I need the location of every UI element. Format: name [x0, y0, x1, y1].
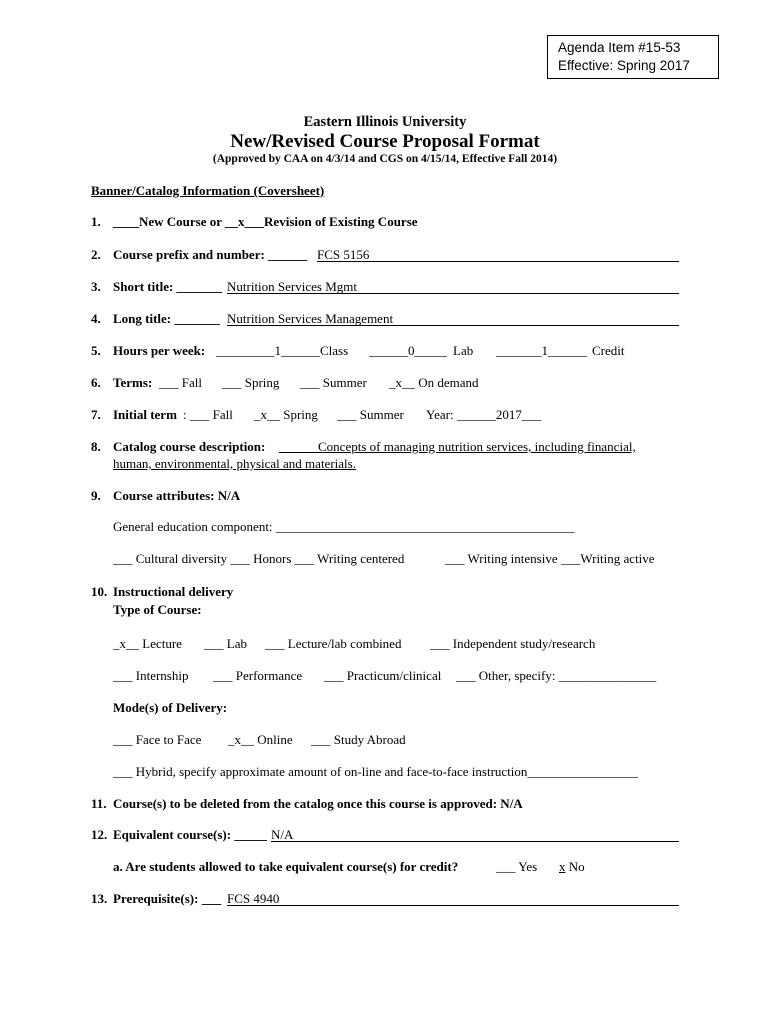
- short-title-underline: [227, 293, 679, 294]
- type-practicum[interactable]: ___ Practicum/clinical: [324, 668, 442, 683]
- term-spring[interactable]: ___ Spring: [222, 375, 280, 390]
- item-number-9: 9.: [91, 488, 101, 503]
- credit-hours-value[interactable]: _______1______: [496, 343, 587, 358]
- agenda-box: [547, 35, 719, 79]
- equivalent-courses-label: Equivalent course(s): _____: [113, 827, 267, 842]
- equivalent-credit-no[interactable]: [559, 859, 585, 875]
- item-number-8: 8.: [91, 439, 101, 454]
- prerequisites-label: Prerequisite(s): ___: [113, 891, 222, 906]
- course-prefix-underline: [317, 261, 679, 262]
- type-other[interactable]: ___ Other, specify: _______________: [456, 668, 657, 683]
- catalog-description-line1[interactable]: ______Concepts of managing nutrition services, including financial,: [279, 439, 636, 454]
- initial-term-label: Initial term: [113, 407, 177, 422]
- type-lecture[interactable]: _x__ Lecture: [113, 636, 182, 651]
- type-of-course-label: Type of Course:: [113, 602, 202, 617]
- mode-online[interactable]: _x__ Online: [228, 732, 293, 747]
- equivalent-courses-value[interactable]: N/A: [271, 827, 294, 842]
- type-internship[interactable]: ___ Internship: [113, 668, 189, 683]
- item-number-7: 7.: [91, 407, 101, 422]
- equivalent-credit-yes[interactable]: ___ Yes: [496, 859, 538, 874]
- short-title-label: Short title: _______: [113, 279, 223, 294]
- prerequisites-value[interactable]: FCS 4940: [227, 891, 280, 906]
- initial-term-summer[interactable]: ___ Summer: [337, 407, 404, 422]
- term-fall[interactable]: ___ Fall: [159, 375, 202, 390]
- lab-hours-value[interactable]: ______0_____: [369, 343, 447, 358]
- class-hours-label: Class: [320, 343, 349, 358]
- item-number-3: 3.: [91, 279, 101, 294]
- attributes-writing-intensive-active[interactable]: ___ Writing intensive ___Writing active: [445, 551, 655, 566]
- course-attributes-label: Course attributes: N/A: [113, 488, 241, 503]
- courses-deleted-label: Course(s) to be deleted from the catalog once this course is approved: N/A: [113, 796, 523, 811]
- type-performance[interactable]: ___ Performance: [213, 668, 303, 683]
- item-number-11: 11.: [91, 796, 107, 811]
- equivalent-credit-question: a. Are students allowed to take equivalent course(s) for credit?: [113, 859, 459, 874]
- item-number-13: 13.: [91, 891, 108, 906]
- long-title-underline: [227, 325, 679, 326]
- attributes-cultural-honors-writing[interactable]: ___ Cultural diversity ___ Honors ___ Writing centered: [113, 551, 405, 566]
- section-heading: Banner/Catalog Information (Coversheet): [91, 183, 325, 198]
- item-number-2: 2.: [91, 247, 101, 262]
- type-independent-study[interactable]: ___ Independent study/research: [430, 636, 596, 651]
- catalog-description-line2[interactable]: human, environmental, physical and materials.: [113, 456, 356, 471]
- term-on-demand[interactable]: _x__ On demand: [389, 375, 479, 390]
- mode-study-abroad[interactable]: ___ Study Abroad: [311, 732, 406, 747]
- item-number-1: 1.: [91, 214, 101, 229]
- term-summer[interactable]: ___ Summer: [300, 375, 367, 390]
- item-number-12: 12.: [91, 827, 108, 842]
- short-title-value[interactable]: Nutrition Services Mgmt: [227, 279, 357, 294]
- agenda-effective: Effective: Spring 2017: [558, 58, 690, 73]
- lab-hours-label: Lab: [453, 343, 474, 358]
- equivalent-courses-underline: [271, 841, 679, 842]
- hours-label: Hours per week:: [113, 343, 206, 358]
- mode-face-to-face[interactable]: ___ Face to Face: [113, 732, 202, 747]
- terms-label: Terms:: [113, 375, 153, 390]
- prerequisites-underline: [227, 905, 679, 906]
- equivalent-credit-no-label: No: [565, 859, 585, 874]
- item-number-6: 6.: [91, 375, 101, 390]
- general-education-field[interactable]: General education component: ______________________________________________: [113, 519, 575, 534]
- page-title: New/Revised Course Proposal Format: [230, 131, 540, 152]
- catalog-description-label: Catalog course description:: [113, 439, 266, 454]
- course-type-field[interactable]: ____New Course or __x___Revision of Existing Course: [113, 214, 418, 229]
- initial-term-spring[interactable]: _x__ Spring: [254, 407, 318, 422]
- mode-hybrid[interactable]: ___ Hybrid, specify approximate amount of on-line and face-to-face instruction_________________: [113, 764, 638, 779]
- item-number-10: 10.: [91, 584, 108, 599]
- long-title-value[interactable]: Nutrition Services Management: [227, 311, 394, 326]
- initial-term-fall[interactable]: : ___ Fall: [183, 407, 233, 422]
- credit-hours-label: Credit: [592, 343, 625, 358]
- item-number-4: 4.: [91, 311, 101, 326]
- approval-note: (Approved by CAA on 4/3/14 and CGS on 4/15/14, Effective Fall 2014): [212, 153, 558, 165]
- mode-of-delivery-label: Mode(s) of Delivery:: [113, 700, 228, 715]
- university-name: Eastern Illinois University: [303, 114, 467, 130]
- long-title-label: Long title: _______: [113, 311, 220, 326]
- agenda-item: Agenda Item #15-53: [558, 40, 681, 55]
- course-prefix-value[interactable]: FCS 5156: [317, 247, 370, 262]
- equivalent-credit-no-mark: x: [559, 859, 566, 874]
- type-lab[interactable]: ___ Lab: [204, 636, 247, 651]
- initial-term-year[interactable]: Year: ______2017___: [426, 407, 542, 422]
- item-number-5: 5.: [91, 343, 101, 358]
- class-hours-value[interactable]: _________1______: [216, 343, 320, 358]
- instructional-delivery-label: Instructional delivery: [113, 584, 234, 599]
- course-prefix-label: Course prefix and number: ______: [113, 247, 308, 262]
- type-lecture-lab[interactable]: ___ Lecture/lab combined: [265, 636, 402, 651]
